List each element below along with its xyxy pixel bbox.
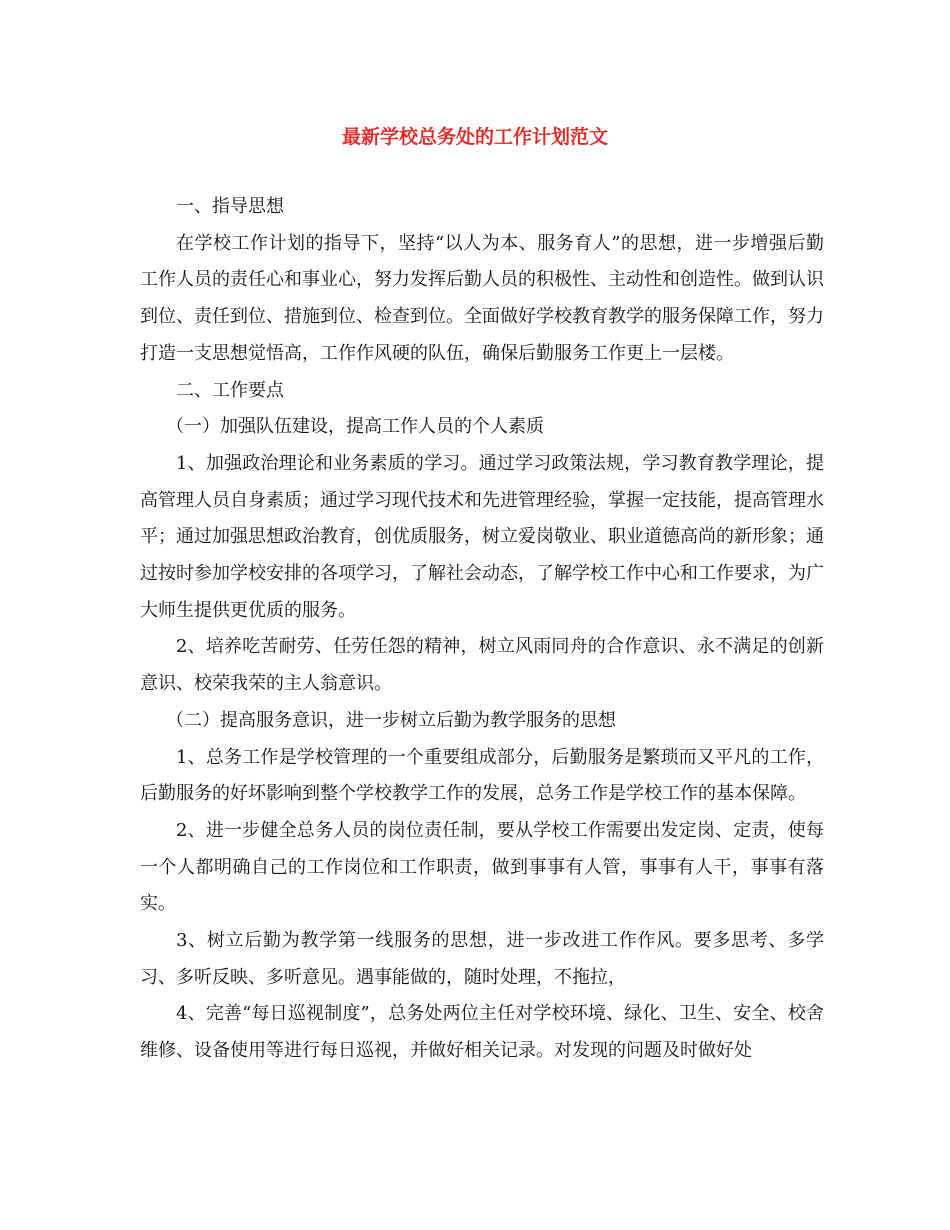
subsection-heading-service-awareness: （二）提高服务意识，进一步树立后勤为教学服务的思想 <box>166 709 616 731</box>
body-paragraph: 4、完善“每日巡视制度”，总务处两位主任对学校环境、绿化、卫生、安全、校舍维修、设备使用等进行每日巡视，并做好相关记录。对发现的问题及时做好处 <box>140 1003 824 1062</box>
section-heading-guiding-ideology: 一、指导思想 <box>176 196 284 217</box>
body-paragraph: 1、加强政治理论和业务素质的学习。通过学习政策法规，学习教育教学理论，提高管理人员自身素质；通过学习现代技术和先进管理经验，掌握一定技能，提高管理水平；通过加强思想政治教育，创优质服务，树立爱岗敬业、职业道德高尚的新形象；通过按时参加学校安排的各项学习，了解社会动态，了解学校工作中心和工作要求，为广大师生提供更优质的服务。 <box>140 452 824 621</box>
body-paragraph: 3、树立后勤为教学第一线服务的思想，进一步改进工作作风。要多思考、多学习、多听反映、多听意见。遇事能做的，随时处理，不拖拉， <box>140 930 824 988</box>
body-paragraph: 1、总务工作是学校管理的一个重要组成部分，后勤服务是繁琐而又平凡的工作，后勤服务的好坏影响到整个学校教学工作的发展，总务工作是学校工作的基本保障。 <box>140 746 824 805</box>
document-body <box>140 189 824 1070</box>
body-paragraph: 2、进一步健全总务人员的岗位责任制，要从学校工作需要出发定岗、定责，使每一个人都明确自己的工作岗位和工作职责，做到事事有人管，事事有人干，事事有落实。 <box>140 819 824 915</box>
body-paragraph: 2、培养吃苦耐劳、任劳任怨的精神，树立风雨同舟的合作意识、永不满足的创新意识、校荣我荣的主人翁意识。 <box>140 636 824 695</box>
subsection-heading-team-building: （一）加强队伍建设，提高工作人员的个人素质 <box>166 416 544 438</box>
section-heading-work-points: 二、工作要点 <box>176 379 284 401</box>
body-paragraph: 在学校工作计划的指导下，坚持“以人为本、服务育人”的思想，进一步增强后勤工作人员的责任心和事业心，努力发挥后勤人员的积极性、主动性和创造性。做到认识到位、责任到位、措施到位、检查到位。全面做好学校教育教学的服务保障工作，努力打造一支思想觉悟高，工作作风硬的队伍，确保后勤服务工作更上一层楼。 <box>140 232 824 364</box>
document-title: 最新学校总务处的工作计划范文 <box>341 126 608 148</box>
